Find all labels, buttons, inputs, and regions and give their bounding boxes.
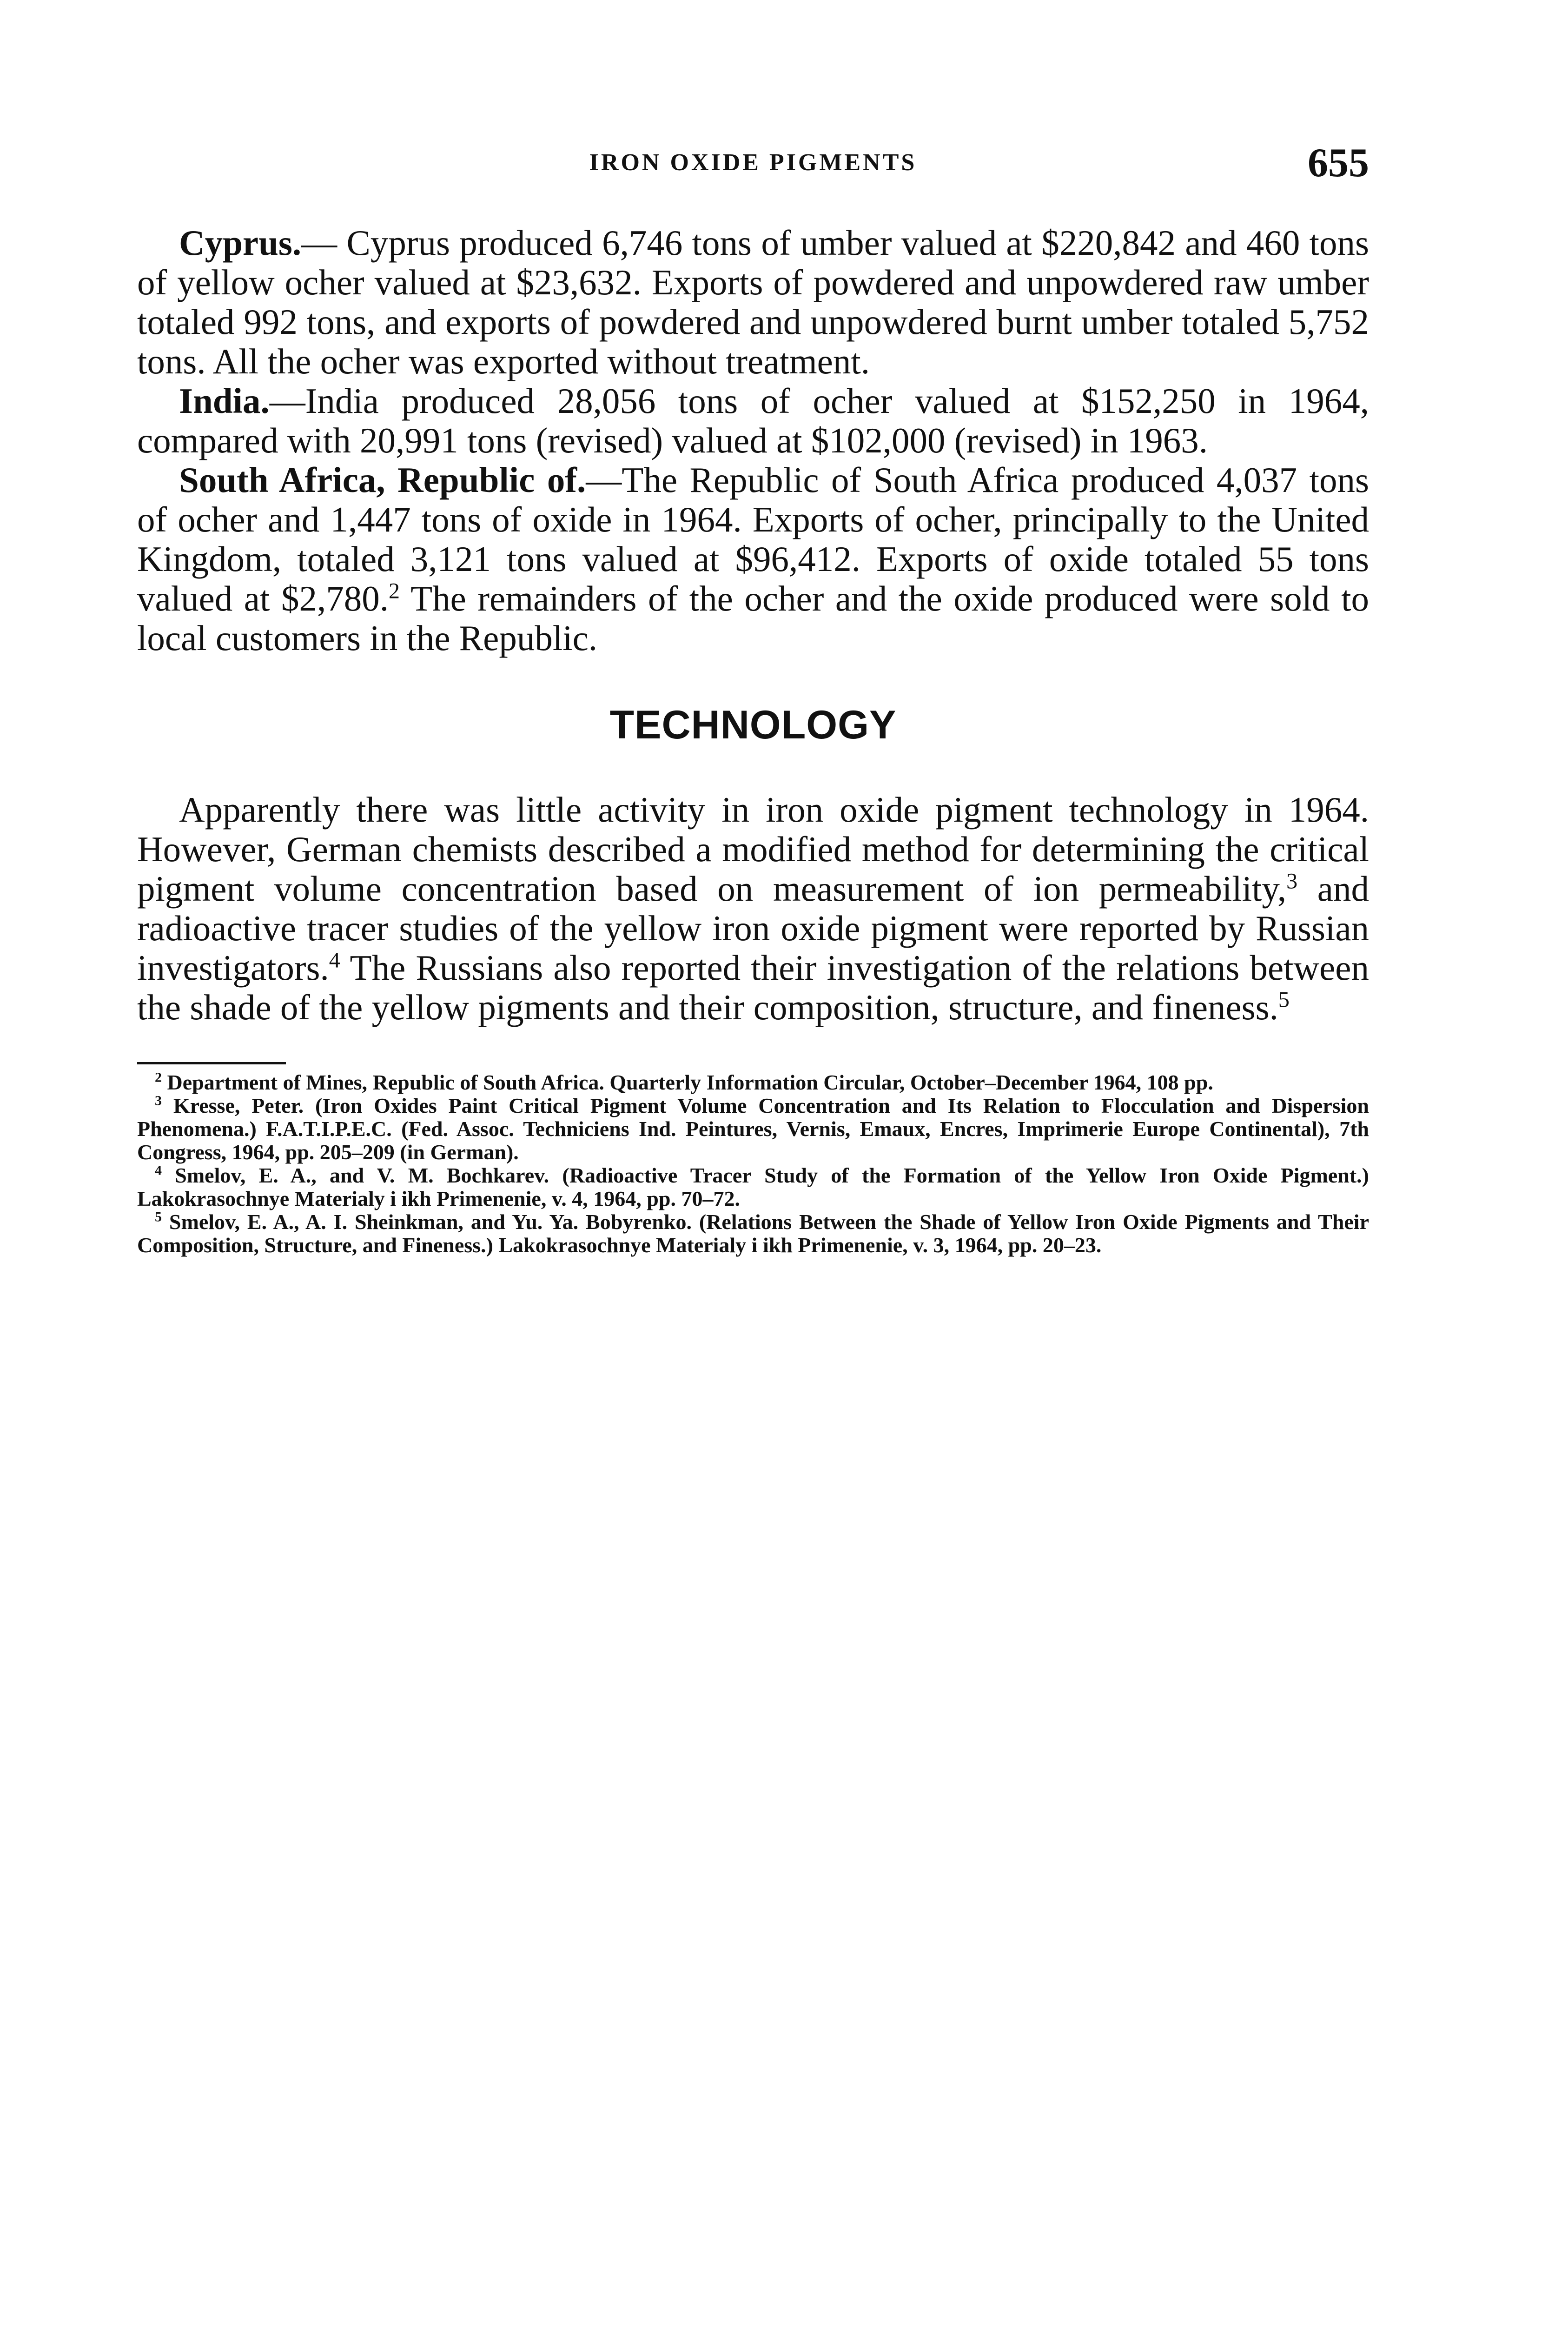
- paragraph-text-technology-1: Apparently there was little activity in iron oxide pigment technology in 1964. However, German chemists described a modified method for determining the critical pigment volume concentration based on measurement of ion permeability,: [137, 790, 1369, 909]
- paragraph-text-south-africa-2: The remainders of the ocher and the oxide produced were sold to local customers in the Republic.: [137, 578, 1369, 658]
- paragraph-text-india: —India produced 28,056 tons of ocher valued at $152,250 in 1964, compared with 20,991 tons (revised) valued at $102,000 (revised) in 1963.: [137, 381, 1369, 460]
- paragraph-india: [137, 381, 1369, 460]
- footnote-text: Smelov, E. A., and V. M. Bochkarev. (Radioactive Tracer Study of the Formation of the Yellow Iron Oxide Pigment.) Lakokrasochnye Materialy i ikh Primenenie, v. 4, 1964, pp. 70–72.: [137, 1163, 1369, 1210]
- paragraph-lead-south-africa: South Africa, Republic of.: [179, 460, 586, 500]
- footnote-mark: 4: [155, 1162, 162, 1178]
- footnote: [137, 1164, 1369, 1210]
- footnote-text: Department of Mines, Republic of South Africa. Quarterly Information Circular, October–December 1964, 108 pp.: [167, 1070, 1213, 1094]
- footnote-text: Smelov, E. A., A. I. Sheinkman, and Yu. Ya. Bobyrenko. (Relations Between the Shade of Yellow Iron Oxide Pigments and Their Composition, Structure, and Fineness.) Lakokrasochnye Materialy i ikh Primenenie, v. 3, 1964, pp. 20–23.: [137, 1210, 1370, 1257]
- paragraph-text-south-africa-1: —The Republic of South Africa produced 4,037 tons of ocher and 1,447 tons of oxide in 1964. Exports of ocher, principally to the United Kingdom, totaled 3,121 tons valued at $96,412. Exports of oxide totaled 55 tons valued at $2,780.: [137, 460, 1370, 618]
- section-heading: TECHNOLOGY: [609, 703, 897, 747]
- footnote: [137, 1210, 1369, 1257]
- footnote-divider: [137, 1062, 286, 1064]
- footnote-reference: 2: [388, 578, 400, 604]
- paragraph-text-technology-2: and radioactive tracer studies of the yellow iron oxide pigment were reported by Russian investigators.: [137, 869, 1369, 988]
- footnote-text: Kresse, Peter. (Iron Oxides Paint Critical Pigment Volume Concentration and Its Relation to Flocculation and Dispersion Phenomena.) F.A.T.I.P.E.C. (Fed. Assoc. Techniciens Ind. Peintures, Vernis, Emaux, Encres, Imprimerie Europe Continental), 7th Congress, 1964, pp. 205–209 (in German).: [137, 1094, 1370, 1164]
- page-number: 655: [1308, 140, 1369, 186]
- footnote-reference: 5: [1278, 987, 1290, 1012]
- footnote: [137, 1071, 1369, 1094]
- paragraph-text-technology-3: The Russians also reported their investigation of the relations between the shade of the yellow pigments and their composition, structure, and fineness.: [137, 948, 1369, 1027]
- body-text: [137, 223, 1369, 1257]
- paragraph-text-cyprus: — Cyprus produced 6,746 tons of umber valued at $220,842 and 460 tons of yellow ocher valued at $23,632. Exports of powdered and unpowdered raw umber totaled 992 tons, and exports of powdered and unpowdered burnt umber totaled 5,752 tons. All the ocher was exported without treatment.: [137, 223, 1369, 381]
- running-title: IRON OXIDE PIGMENTS: [589, 149, 917, 176]
- footnote-mark: 5: [155, 1209, 162, 1225]
- footnotes: [137, 1071, 1369, 1257]
- footnote-reference: 4: [329, 948, 340, 973]
- footnote-reference: 3: [1286, 869, 1298, 894]
- footnote-mark: 2: [155, 1070, 162, 1085]
- paragraph-cyprus: [137, 223, 1369, 381]
- footnote-mark: 3: [155, 1093, 162, 1109]
- paragraph-technology: [137, 790, 1369, 1027]
- running-header: [137, 140, 1369, 191]
- paragraph-lead-cyprus: Cyprus.: [179, 223, 302, 263]
- footnote: [137, 1094, 1369, 1164]
- paragraph-south-africa: [137, 460, 1369, 658]
- paragraph-lead-india: India.: [179, 381, 270, 421]
